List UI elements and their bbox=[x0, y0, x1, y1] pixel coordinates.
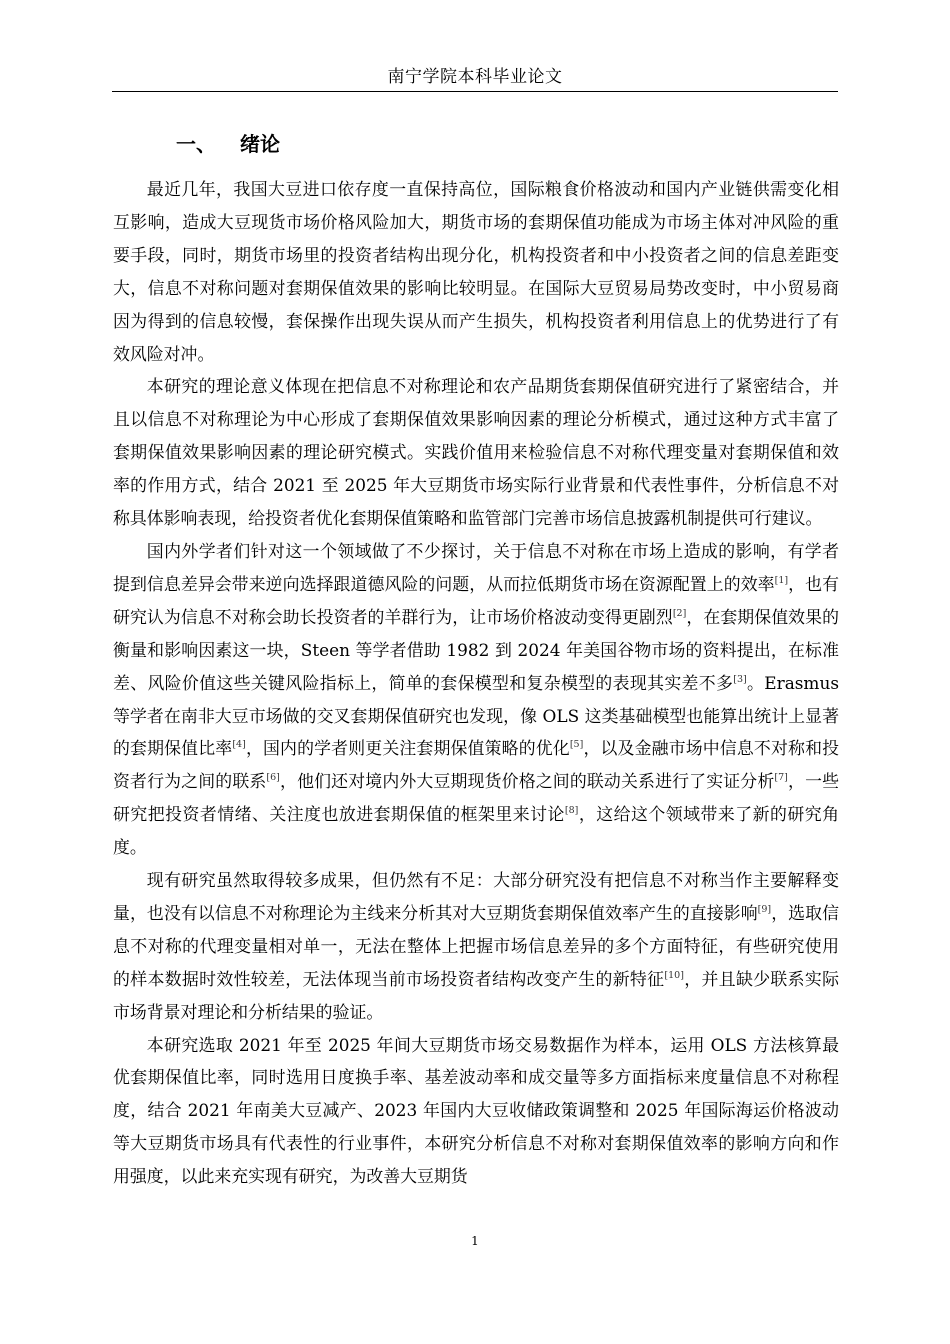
paragraph-text: ，并且缺少联系实际市场背景对理论和分析结果的验证。 bbox=[113, 968, 840, 1022]
body-paragraph bbox=[113, 173, 839, 370]
paragraph-text: 国内外学者们针对这一个领域做了不少探讨，关于信息不对称在市场上造成的影响，有学者提到信息差异会带来逆向选择跟道德风险的问题，从而拉低期货市场在资源配置上的效率 bbox=[113, 540, 839, 594]
paragraph-text: ，这给这个领域带来了新的研究角度。 bbox=[113, 804, 840, 858]
citation-ref: [10] bbox=[664, 969, 684, 981]
citation-ref: [1] bbox=[774, 574, 789, 586]
body-paragraph bbox=[113, 1029, 839, 1194]
citation-ref: [7] bbox=[774, 772, 788, 784]
paragraph-text: ，他们还对境内外大豆期现货价格之间的联动关系进行了实证分析 bbox=[279, 771, 775, 792]
paragraph-text: ，国内的学者则更关注套期保值策略的优化 bbox=[245, 738, 570, 759]
paragraph-text: 最近几年，我国大豆进口依存度一直保持高位，国际粮食价格波动和国内产业链供需变化相互影响，造成大豆现货市场价格风险加大，期货市场的套期保值功能成为市场主体对冲风险的重要手段，同时，期货市场里的投资者结构出现分化，机构投资者和中小投资者之间的信息差距变大，信息不对称问题对套期保值效果的影响比较明显。在国际大豆贸易局势改变时，中小贸易商因为得到的信息较慢，套保操作出现失误从而产生损失，机构投资者利用信息上的优势进行了有效风险对冲。 bbox=[113, 179, 839, 364]
body-text bbox=[113, 173, 839, 1193]
page-number: 1 bbox=[471, 1234, 479, 1248]
paragraph-text: 。Erasmus 等学者在南非大豆市场做的交叉套期保值研究也发现，像 OLS 这类基础模型也能算出统计上显著的套期保值比率 bbox=[113, 672, 839, 759]
section-heading bbox=[176, 129, 280, 159]
paragraph-text: ，也有研究认为信息不对称会助长投资者的羊群行为，让市场价格波动变得更剧烈 bbox=[113, 573, 840, 627]
citation-ref: [5] bbox=[569, 739, 584, 751]
citation-ref: [6] bbox=[266, 772, 280, 784]
paragraph-text: ，一些研究把投资者情绪、关注度也放进套期保值的框架里来讨论 bbox=[113, 771, 840, 825]
paragraph-text: 本研究的理论意义体现在把信息不对称理论和农产品期货套期保值研究进行了紧密结合，并且以信息不对称理论为中心形成了套期保值效果影响因素的理论分析模式，通过这种方式丰富了套期保值效果影响因素的理论研究模式。实践价值用来检验信息不对称代理变量对套期保值和效率的作用方式，结合 2021 至 2025 年大豆期货市场实际行业背景和代表性事件，分析信息不对称具体影响表现，给投资者优化套期保值策略和监管部门完善市场信息披露机制提供可行建议。 bbox=[113, 376, 839, 529]
paragraph-text: 现有研究虽然取得较多成果，但仍然有不足：大部分研究没有把信息不对称当作主要解释变量，也没有以信息不对称理论为主线来分析其对大豆期货套期保值效率产生的直接影响 bbox=[113, 870, 839, 923]
body-paragraph bbox=[113, 864, 839, 1029]
header-rule bbox=[112, 91, 838, 92]
section-title: 绪论 bbox=[240, 132, 280, 156]
citation-ref: [8] bbox=[564, 805, 579, 817]
paragraph-text: ，在套期保值效果的衡量和影响因素这一块，Steen 等学者借助 1982 到 2024 年美国谷物市场的资料提出，在标准差、风险价值这些关键风险指标上，简单的套保模型和复杂模型的表现其实差不多 bbox=[113, 606, 839, 693]
citation-ref: [3] bbox=[733, 673, 747, 685]
section-number: 一、 bbox=[176, 132, 216, 156]
body-paragraph bbox=[113, 535, 839, 864]
citation-ref: [4] bbox=[232, 739, 246, 751]
paragraph-text: 本研究选取 2021 年至 2025 年间大豆期货市场交易数据作为样本，运用 OLS 方法核算最优套期保值比率，同时选用日度换手率、基差波动率和成交量等多方面指标来度量信息不对称程度，结合 2021 年南美大豆减产、2023 年国内大豆收储政策调整和 2025 年国际海运价格波动等大豆期货市场具有代表性的行业事件，本研究分析信息不对称对套期保值效率的影响方向和作用强度，以此来充实现有研究，为改善大豆期货 bbox=[113, 1034, 839, 1187]
paragraph-text: ，选取信息不对称的代理变量相对单一，无法在整体上把握市场信息差异的多个方面特征，有些研究使用的样本数据时效性较差，无法体现当前市场投资者结构改变产生的新特征 bbox=[113, 902, 840, 989]
citation-ref: [9] bbox=[757, 903, 772, 915]
running-header: 南宁学院本科毕业论文 bbox=[387, 67, 563, 87]
paragraph-text: ，以及金融市场中信息不对称和投资者行为之间的联系 bbox=[113, 738, 840, 792]
body-paragraph bbox=[113, 370, 839, 535]
citation-ref: [2] bbox=[672, 607, 687, 619]
